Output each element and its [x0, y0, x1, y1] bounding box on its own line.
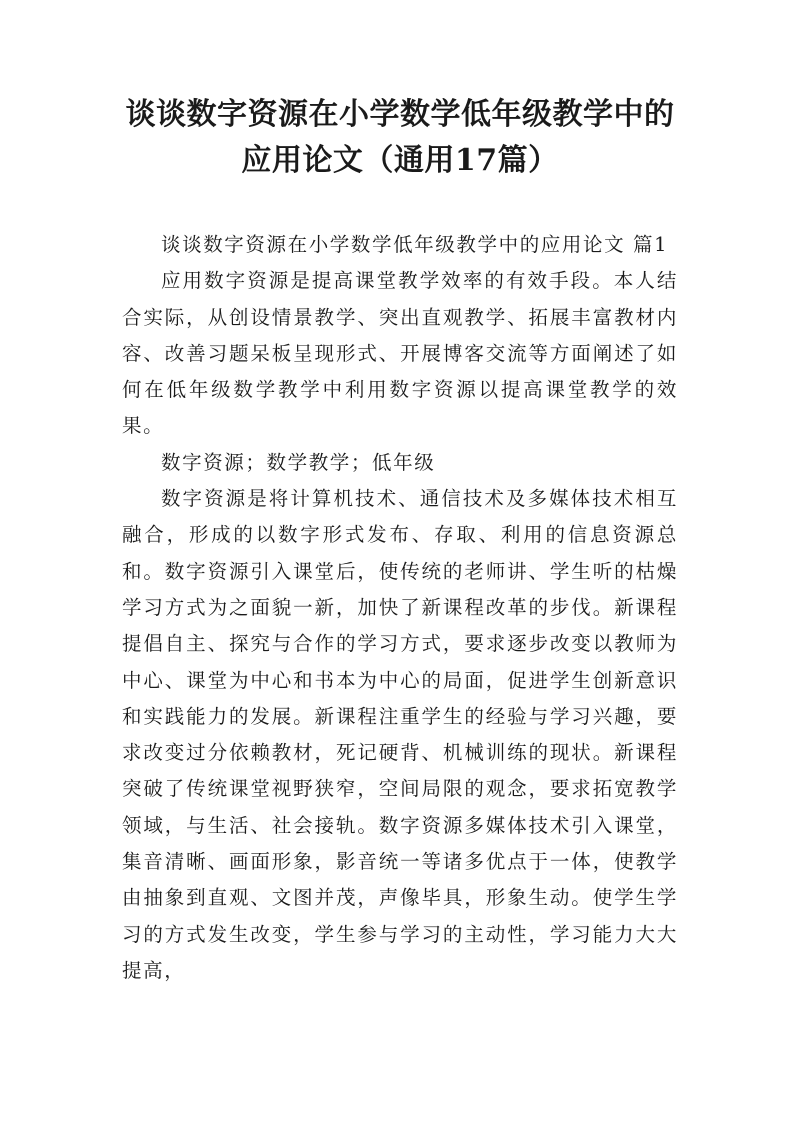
- keywords-paragraph: 数字资源；数学教学；低年级: [161, 450, 436, 474]
- title-line-1: 谈谈数字资源在小学数学低年级教学中的: [125, 97, 675, 132]
- article-heading: 谈谈数字资源在小学数学低年级教学中的应用论文 篇1: [161, 233, 669, 256]
- document-title: [100, 92, 700, 184]
- document-body: [122, 227, 678, 989]
- title-line-2: 应用论文（通用17篇）: [241, 143, 559, 178]
- abstract-paragraph: 应用数字资源是提高课堂教学效率的有效手段。本人结合实际，从创设情景教学、突出直观教学、拓展丰富教材内容、改善习题呆板呈现形式、开展博客交流等方面阐述了如何在低年级数学教学中利用数字资源以提高课堂教学的效果。: [122, 269, 678, 438]
- body-paragraph: 数字资源是将计算机技术、通信技术及多媒体技术相互融合，形成的以数字形式发布、存取、利用的信息资源总和。数字资源引入课堂后，使传统的老师讲、学生听的枯燥学习方式为之面貌一新，加快了新课程改革的步伐。新课程提倡自主、探究与合作的学习方式，要求逐步改变以教师为中心、课堂为中心和书本为中心的局面，促进学生创新意识和实践能力的发展。新课程注重学生的经验与学习兴趣，要求改变过分依赖教材，死记硬背、机械训练的现状。新课程突破了传统课堂视野狭窄，空间局限的观念，要求拓宽教学领域，与生活、社会接轨。数字资源多媒体技术引入课堂，集音清晰、画面形象，影音统一等诸多优点于一体，使教学由抽象到直观、文图并茂，声像毕具，形象生动。使学生学习的方式发生改变，学生参与学习的主动性，学习能力大大提高，: [122, 487, 678, 982]
